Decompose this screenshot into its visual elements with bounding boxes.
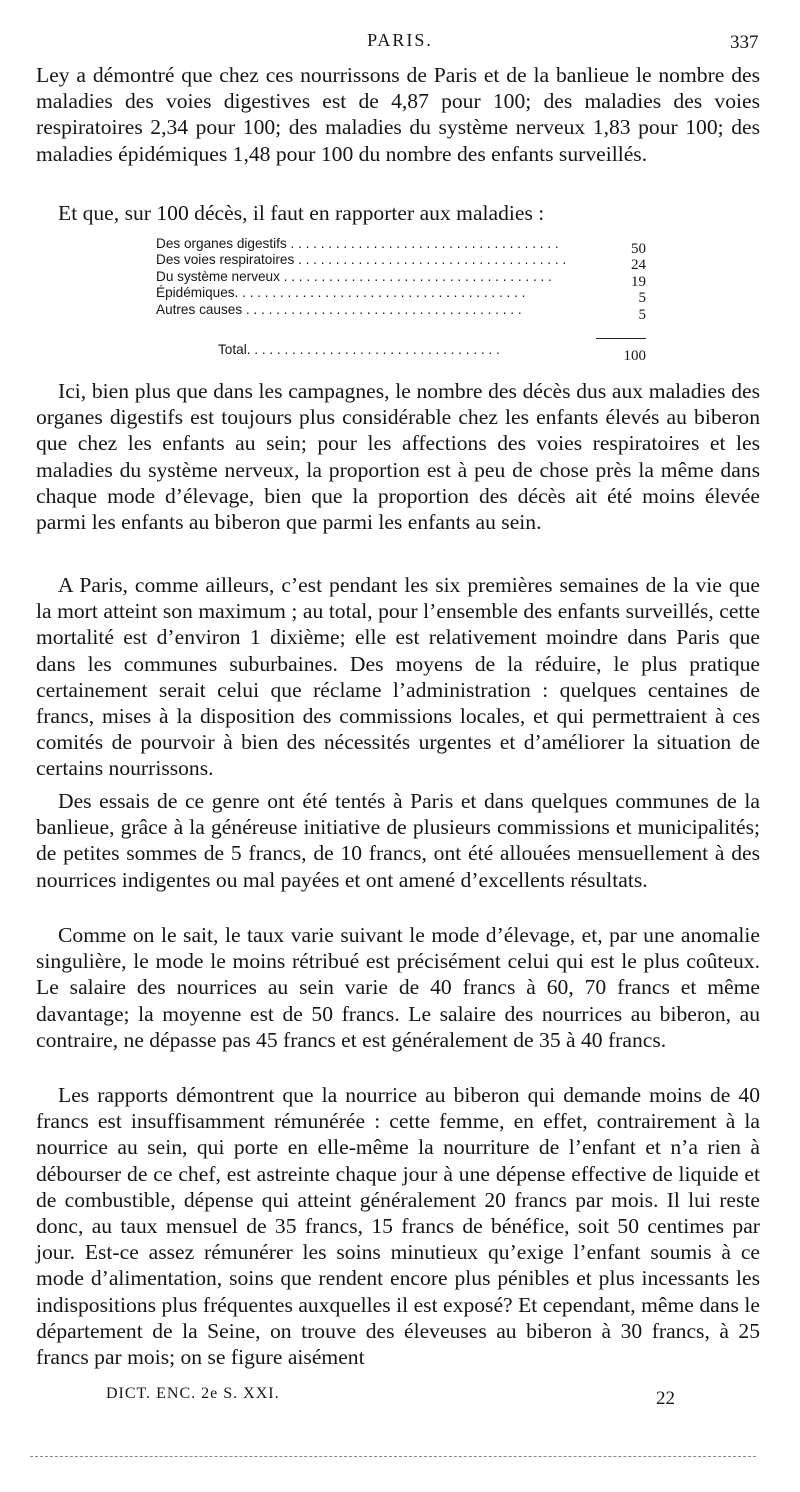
table-row-label: Des voies respiratoires . . . . . . . . . . . . . . . . . . . . . . . . . . . . . . . . . . . . xyxy=(156,252,567,268)
paragraph-intro: Ley a démontré que chez ces nourrissons de Paris et de la banlieue le nombre des maladies des voies digestives est de 4,87 pour 100; des maladies des voies respiratoires 2,34 pour 100; des maladies du système nerveux 1,83 pour 100; des maladies épidémiques 1,48 pour 100 du nombre des enfants surveillés. xyxy=(36,63,760,166)
table-row-value: 5 xyxy=(638,290,646,307)
table-total-row xyxy=(218,342,646,362)
sum-divider xyxy=(596,338,646,339)
table-row-value: 5 xyxy=(638,306,646,323)
table-row-label: Du système nerveux . . . . . . . . . . . . . . . . . . . . . . . . . . . . . . . . . . . . xyxy=(156,268,552,284)
bottom-divider xyxy=(30,1456,756,1457)
table-total-label: Total. . . . . . . . . . . . . . . . . . . . . . . . . . . . . . . . . . xyxy=(218,342,500,357)
table-row-label: Autres causes . . . . . . . . . . . . . . . . . . . . . . . . . . . . . . . . . . . . . xyxy=(156,301,522,317)
running-head: PARIS. xyxy=(367,30,433,50)
page-number: 337 xyxy=(730,32,759,53)
table-row-value: 24 xyxy=(631,257,646,274)
paragraph-bottle-nurse: Les rapports démontrent que la nourrice au biberon qui demande moins de 40 francs est insuffisamment rémunérée : cette femme, en effet, contrairement à la nourrice au sein, qui porte en elle-même la nourriture de l’enfant et n’a rien à débourser de ce chef, est astreinte chaque jour à une dépense effective de liquide et de combustible, dépense qui atteint généralement 20 francs par mois. Il lui reste donc, au taux mensuel de 35 francs, 15 francs de bénéfice, soit 50 centimes par jour. Est-ce assez rémunérer les soins minutieux qu’exige l’enfant soumis à ce mode d’alimentation, soins que rendent encore plus pénibles et plus incessants les indispositions plus fréquentes auxquelles il est exposé? Et cependant, même dans le département de la Seine, on trouve des éleveuses au biberon à 30 francs, à 25 francs par mois; on se figure aisément xyxy=(36,1083,760,1370)
mortality-table xyxy=(156,236,646,323)
paragraph-digestive: Ici, bien plus que dans les campagnes, le nombre des décès dus aux maladies des organes digestifs est toujours plus considérable chez les enfants élevés au biberon que chez les enfants au sein; pour les affections des voies respiratoires et les maladies du système nerveux, la proportion est à peu de chose près la même dans chaque mode d’élevage, bien que la proportion des décès ait été moins élevée parmi les enfants au biberon que parmi les enfants au sein. xyxy=(36,379,760,535)
table-total-value: 100 xyxy=(623,348,646,364)
table-row xyxy=(156,268,646,290)
printer-signature: DICT. ENC. 2e S. XXI. xyxy=(106,1385,280,1402)
paragraph-table-lead: Et que, sur 100 décès, il faut en rapporter aux maladies : xyxy=(58,201,545,225)
sheet-number: 22 xyxy=(656,1388,675,1409)
paragraph-salary: Comme on le sait, le taux varie suivant le mode d’élevage, et, par une anomalie singulière, le mode le moins rétribué est précisément celui qui est le plus coûteux. Le salaire des nourrices au sein varie de 40 francs à 60, 70 francs et même davantage; la moyenne est de 50 francs. Le salaire des nourrices au biberon, au contraire, ne dépasse pas 45 francs et est généralement de 35 à 40 francs. xyxy=(36,923,760,1052)
paragraph-trials: Des essais de ce genre ont été tentés à Paris et dans quelques communes de la banlieue, grâce à la généreuse initiative de plusieurs commissions et municipalités; de petites sommes de 5 francs, de 10 francs, ont été allouées mensuellement à des nourrices indigentes ou mal payées et ont amené d’excellents résultats. xyxy=(36,789,760,892)
table-row xyxy=(156,252,646,274)
paragraph-paris-mortality: A Paris, comme ailleurs, c’est pendant les six premières semaines de la vie que la mort atteint son maximum ; au total, pour l’ensemble des enfants surveillés, cette mortalité est d’environ 1 dixième; elle est relativement moindre dans Paris que dans les communes suburbaines. Des moyens de la réduire, le plus pratique certainement serait celui que réclame l’administration : quelques centaines de francs, mises à la disposition des commissions locales, et qui permettraient à ces comités de pourvoir à bien des nécessités urgentes et d’améliorer la situation de certains nourrissons. xyxy=(36,573,760,781)
table-row xyxy=(156,236,646,257)
table-row-label: Des organes digestifs . . . . . . . . . . . . . . . . . . . . . . . . . . . . . . . . . . . . xyxy=(156,236,559,251)
table-row-value: 19 xyxy=(631,273,646,290)
table-row xyxy=(156,301,646,323)
table-row xyxy=(156,285,646,307)
table-row-value: 50 xyxy=(631,241,646,257)
table-row-label: Épidémiques. . . . . . . . . . . . . . . . . . . . . . . . . . . . . . . . . . . . . . . xyxy=(156,285,526,301)
